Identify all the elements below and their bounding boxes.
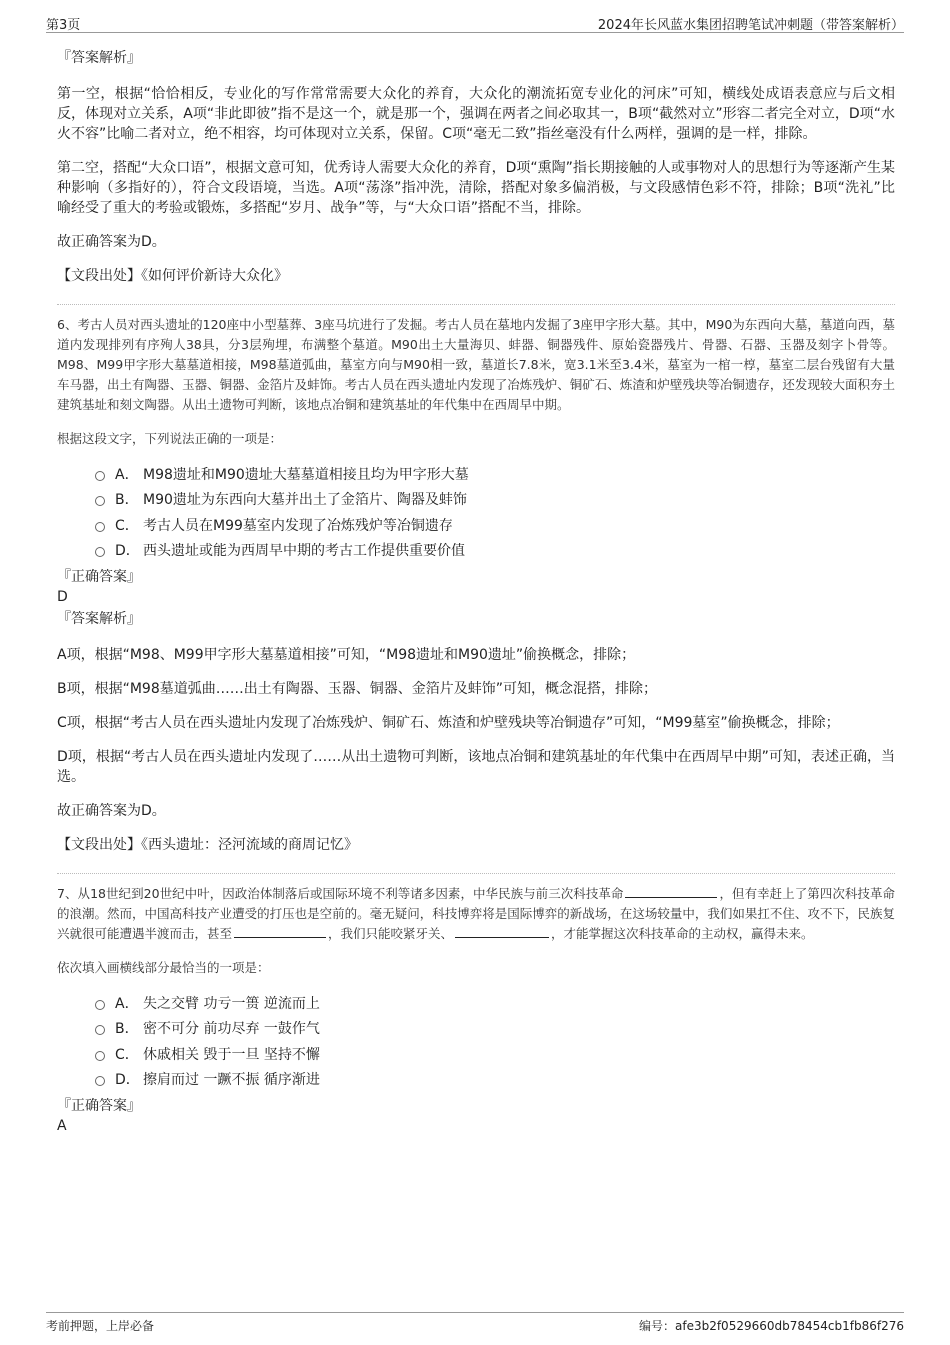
option-d[interactable]: D． 擦肩而过 一蹶不振 循序渐进: [95, 1067, 895, 1093]
page-number: 第3页: [46, 18, 81, 33]
answer-label: 『正确答案』: [57, 1098, 141, 1114]
radio-icon[interactable]: [95, 1025, 105, 1035]
radio-icon[interactable]: [95, 1000, 105, 1010]
analysis-item: B项，根据“M98墓道弧曲……出土有陶器、玉器、铜器、金箔片及蚌饰”可知，概念混搭，排除；: [57, 681, 658, 697]
document-id: 编号：afe3b2f0529660db78454cb1fb86f276: [638, 1319, 904, 1333]
option-c[interactable]: C． 休戚相关 毁于一旦 坚持不懈: [95, 1041, 895, 1067]
divider: [57, 304, 895, 305]
divider: [57, 873, 895, 874]
option-c[interactable]: C． 考古人员在M99墓室内发现了冶炼残炉等冶铜遗存: [95, 512, 895, 538]
page-header: [46, 12, 904, 33]
option-a[interactable]: A． M98遗址和M90遗址大墓墓道相接且均为甲字形大墓: [95, 461, 895, 487]
question-7-options: [95, 990, 895, 1092]
option-b[interactable]: B． M90遗址为东西向大墓并出土了金箔片、陶器及蚌饰: [95, 487, 895, 513]
source-citation: 【文段出处】《西头遗址：泾河流域的商周记忆》: [57, 837, 358, 853]
question-6-text: 6、考古人员对西头遗址的120座中小型墓葬、3座马坑进行了发掘。考古人员在墓地内发掘了3座甲字形大墓。其中，M90为东西向大墓，墓道向西，墓道内发现排列有序殉人38具，分3层殉埋，布满整个墓道。M90出土大量海贝、蚌器、铜器残件、原始瓷器残片、骨器、石器、玉器及刻字卜骨等。M98、M99甲字形大墓墓道相接，M98墓道弧曲，墓室方向与M90相一致，墓道长7.8米，宽3.1米至3.4米，墓室为一棺一椁，墓室二层台残留有大量车马器，出土有陶器、玉器、铜器、金箔片及蚌饰。考古人员在西头遗址内发现了冶炼残炉、铜矿石、炼渣和炉壁残块等冶铜遗存，还发现较大面积夯土建筑基址和刻文陶器。从出土遗物可判断，该地点冶铜和建筑基址的年代集中在西周早中期。: [57, 317, 895, 412]
fill-blank: [625, 885, 717, 898]
analysis-item: D项，根据“考古人员在西头遗址内发现了……从出土遗物可判断，该地点冶铜和建筑基址的年代集中在西周早中期”可知，表述正确，当选。: [57, 749, 895, 785]
option-a[interactable]: A． 失之交臂 功亏一篑 逆流而上: [95, 990, 895, 1016]
answer-value: D: [57, 589, 68, 605]
answer-label: 『正确答案』: [57, 569, 141, 585]
page-footer: [46, 1312, 904, 1335]
option-d[interactable]: D． 西头遗址或能为西周早中期的考古工作提供重要价值: [95, 538, 895, 564]
answer-value: A: [57, 1118, 67, 1134]
analysis-paragraph: 第二空，搭配“大众口语”，根据文意可知，优秀诗人需要大众化的养育，D项“熏陶”指长期接触的人或事物对人的思想行为等逐渐产生某种影响（多指好的），符合文段语境，当选。A项“荡涤”指冲洗，清除，搭配对象多偏消极，与文段感情色彩不符，排除；B项“洗礼”比喻经受了重大的考验或锻炼，多搭配“岁月、战争”等，与“大众口语”搭配不当，排除。: [57, 160, 895, 216]
fill-blank: [234, 925, 326, 938]
question-7-prompt: 依次填入画横线部分最恰当的一项是：: [57, 960, 270, 975]
source-citation: 【文段出处】《如何评价新诗大众化》: [57, 268, 288, 284]
document-title: 2024年长风蓝水集团招聘笔试冲刺题（带答案解析）: [597, 18, 904, 33]
main-content: [57, 40, 895, 1136]
analysis-paragraph: 第一空，根据“恰恰相反，专业化的写作常常需要大众化的养育，大众化的潮流拓宽专业化的河床”可知，横线处成语表意应与后文相反，体现对立关系，A项“非此即彼”指不是这一个，就是那一个，强调在两者之间必取其一，B项“截然对立”形容二者完全对立，D项“水火不容”比喻二者对立，绝不相容，均可体现对立关系，保留。C项“毫无二致”指丝毫没有什么两样，强调的是一样，排除。: [57, 86, 895, 142]
radio-icon[interactable]: [95, 522, 105, 532]
question-7-text: 7、从18世纪到20世纪中叶，因政治体制落后或国际环境不利等诸多因素，中华民族与前三次科技革命 ，但有幸赶上了第四次科技革命的浪潮。然而，中国高科技产业遭受的打压也是空前的。毫无疑问，科技博弈将是国际博弈的新战场，在这场较量中，我们如果扛不住、攻不下，民族复兴就很可能遭遇半渡而击，甚至 ，我们只能咬紧牙关、 ，才能掌握这次科技革命的主动权，赢得未来。: [57, 886, 895, 941]
conclusion: 故正确答案为D。: [57, 803, 166, 819]
question-6-options: [95, 461, 895, 563]
radio-icon[interactable]: [95, 1051, 105, 1061]
analysis-label: 『答案解析』: [57, 50, 141, 66]
conclusion: 故正确答案为D。: [57, 234, 166, 250]
option-b[interactable]: B． 密不可分 前功尽弃 一鼓作气: [95, 1016, 895, 1042]
fill-blank: [455, 925, 549, 938]
question-6-prompt: 根据这段文字，下列说法正确的一项是：: [57, 431, 283, 446]
radio-icon[interactable]: [95, 1076, 105, 1086]
footer-slogan: 考前押题，上岸必备: [46, 1319, 155, 1333]
analysis-item: C项，根据“考古人员在西头遗址内发现了冶炼残炉、铜矿石、炼渣和炉壁残块等冶铜遗存”可知，“M99墓室”偷换概念，排除；: [57, 715, 840, 731]
analysis-item: A项，根据“M98、M99甲字形大墓墓道相接”可知，“M98遗址和M90遗址”偷换概念，排除；: [57, 647, 636, 663]
radio-icon[interactable]: [95, 496, 105, 506]
radio-icon[interactable]: [95, 471, 105, 481]
analysis-label: 『答案解析』: [57, 611, 141, 627]
radio-icon[interactable]: [95, 547, 105, 557]
